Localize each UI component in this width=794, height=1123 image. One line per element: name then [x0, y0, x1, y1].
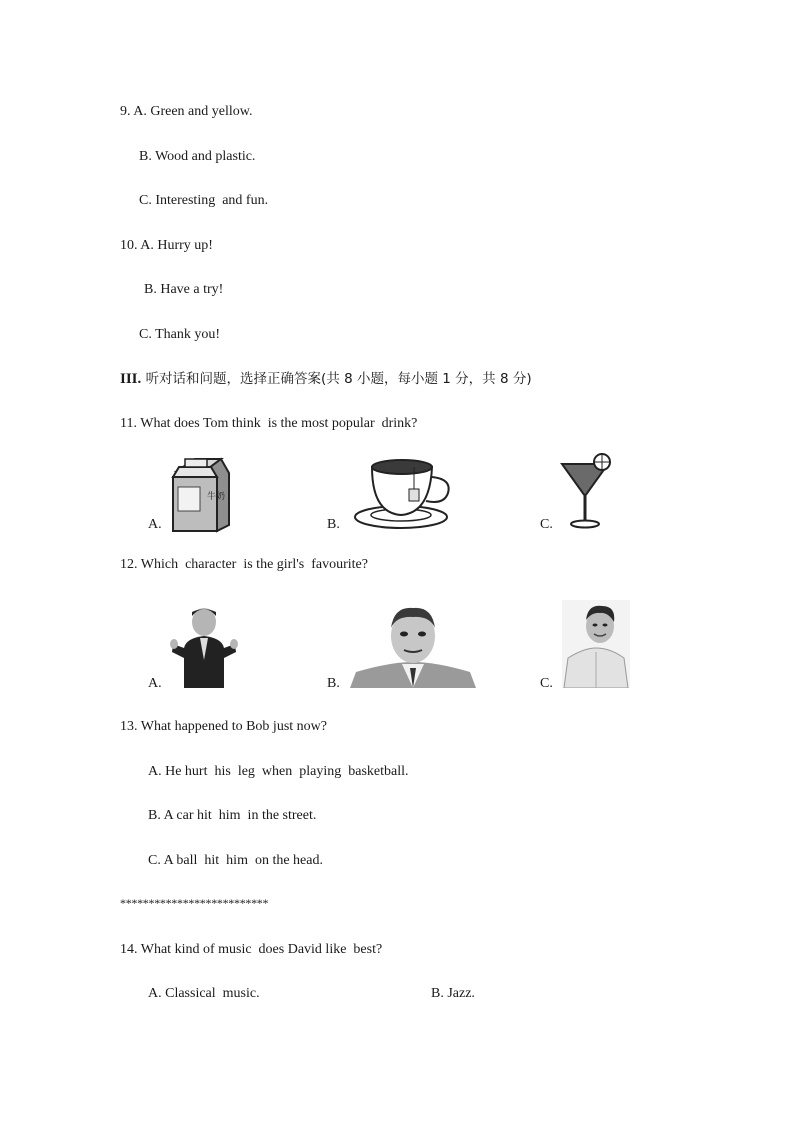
section-3-text: 听对话和问题，选择正确答案(共 8 小题，每小题 1 分，共 8 分)	[145, 371, 532, 387]
q11-option-a-label: A.	[148, 517, 162, 532]
q13-option-b: B. A car hit him in the street.	[148, 808, 317, 823]
q10-option-a	[120, 237, 213, 255]
q9-option-a	[120, 103, 252, 121]
person-photo-b	[350, 606, 476, 688]
q10-option-a-text: A. Hurry up!	[140, 238, 213, 253]
q12-option-c-label: C.	[540, 676, 553, 691]
q14-option-b: B. Jazz.	[431, 986, 475, 1001]
q10-option-c: C. Thank you!	[139, 327, 221, 342]
milk-carton-icon	[165, 455, 237, 533]
q9-number: 9.	[120, 104, 131, 119]
q12-option-a-label: A.	[148, 676, 162, 691]
q12-question: 12. Which character is the girl's favourite?	[120, 557, 368, 572]
milk-label-text: 牛奶	[207, 492, 226, 502]
person-photo-a	[170, 604, 238, 688]
q12-option-b-label: B.	[327, 676, 340, 691]
q11-option-b-label: B.	[327, 517, 340, 532]
person-photo-c	[562, 600, 630, 688]
cocktail-glass-icon	[556, 450, 616, 532]
q9-option-b: B. Wood and plastic.	[139, 149, 256, 164]
q11-option-c-label: C.	[540, 517, 553, 532]
q13-question: 13. What happened to Bob just now?	[120, 719, 327, 734]
q11-question: 11. What does Tom think is the most popular drink?	[120, 416, 418, 431]
q13-option-a: A. He hurt his leg when playing basketball.	[148, 764, 409, 779]
q9-option-a-text: A. Green and yellow.	[133, 104, 253, 119]
q14-option-a: A. Classical music.	[148, 986, 260, 1001]
q10-option-b: B. Have a try!	[144, 282, 224, 297]
section-3-roman: III.	[120, 371, 142, 387]
q14-question: 14. What kind of music does David like best?	[120, 942, 383, 957]
q10-number: 10.	[120, 238, 138, 253]
section-3-heading	[120, 370, 532, 388]
q9-option-c: C. Interesting and fun.	[139, 193, 269, 208]
separator-line: **************************	[120, 896, 269, 910]
q13-option-c: C. A ball hit him on the head.	[148, 853, 323, 868]
tea-cup-icon	[352, 455, 454, 533]
